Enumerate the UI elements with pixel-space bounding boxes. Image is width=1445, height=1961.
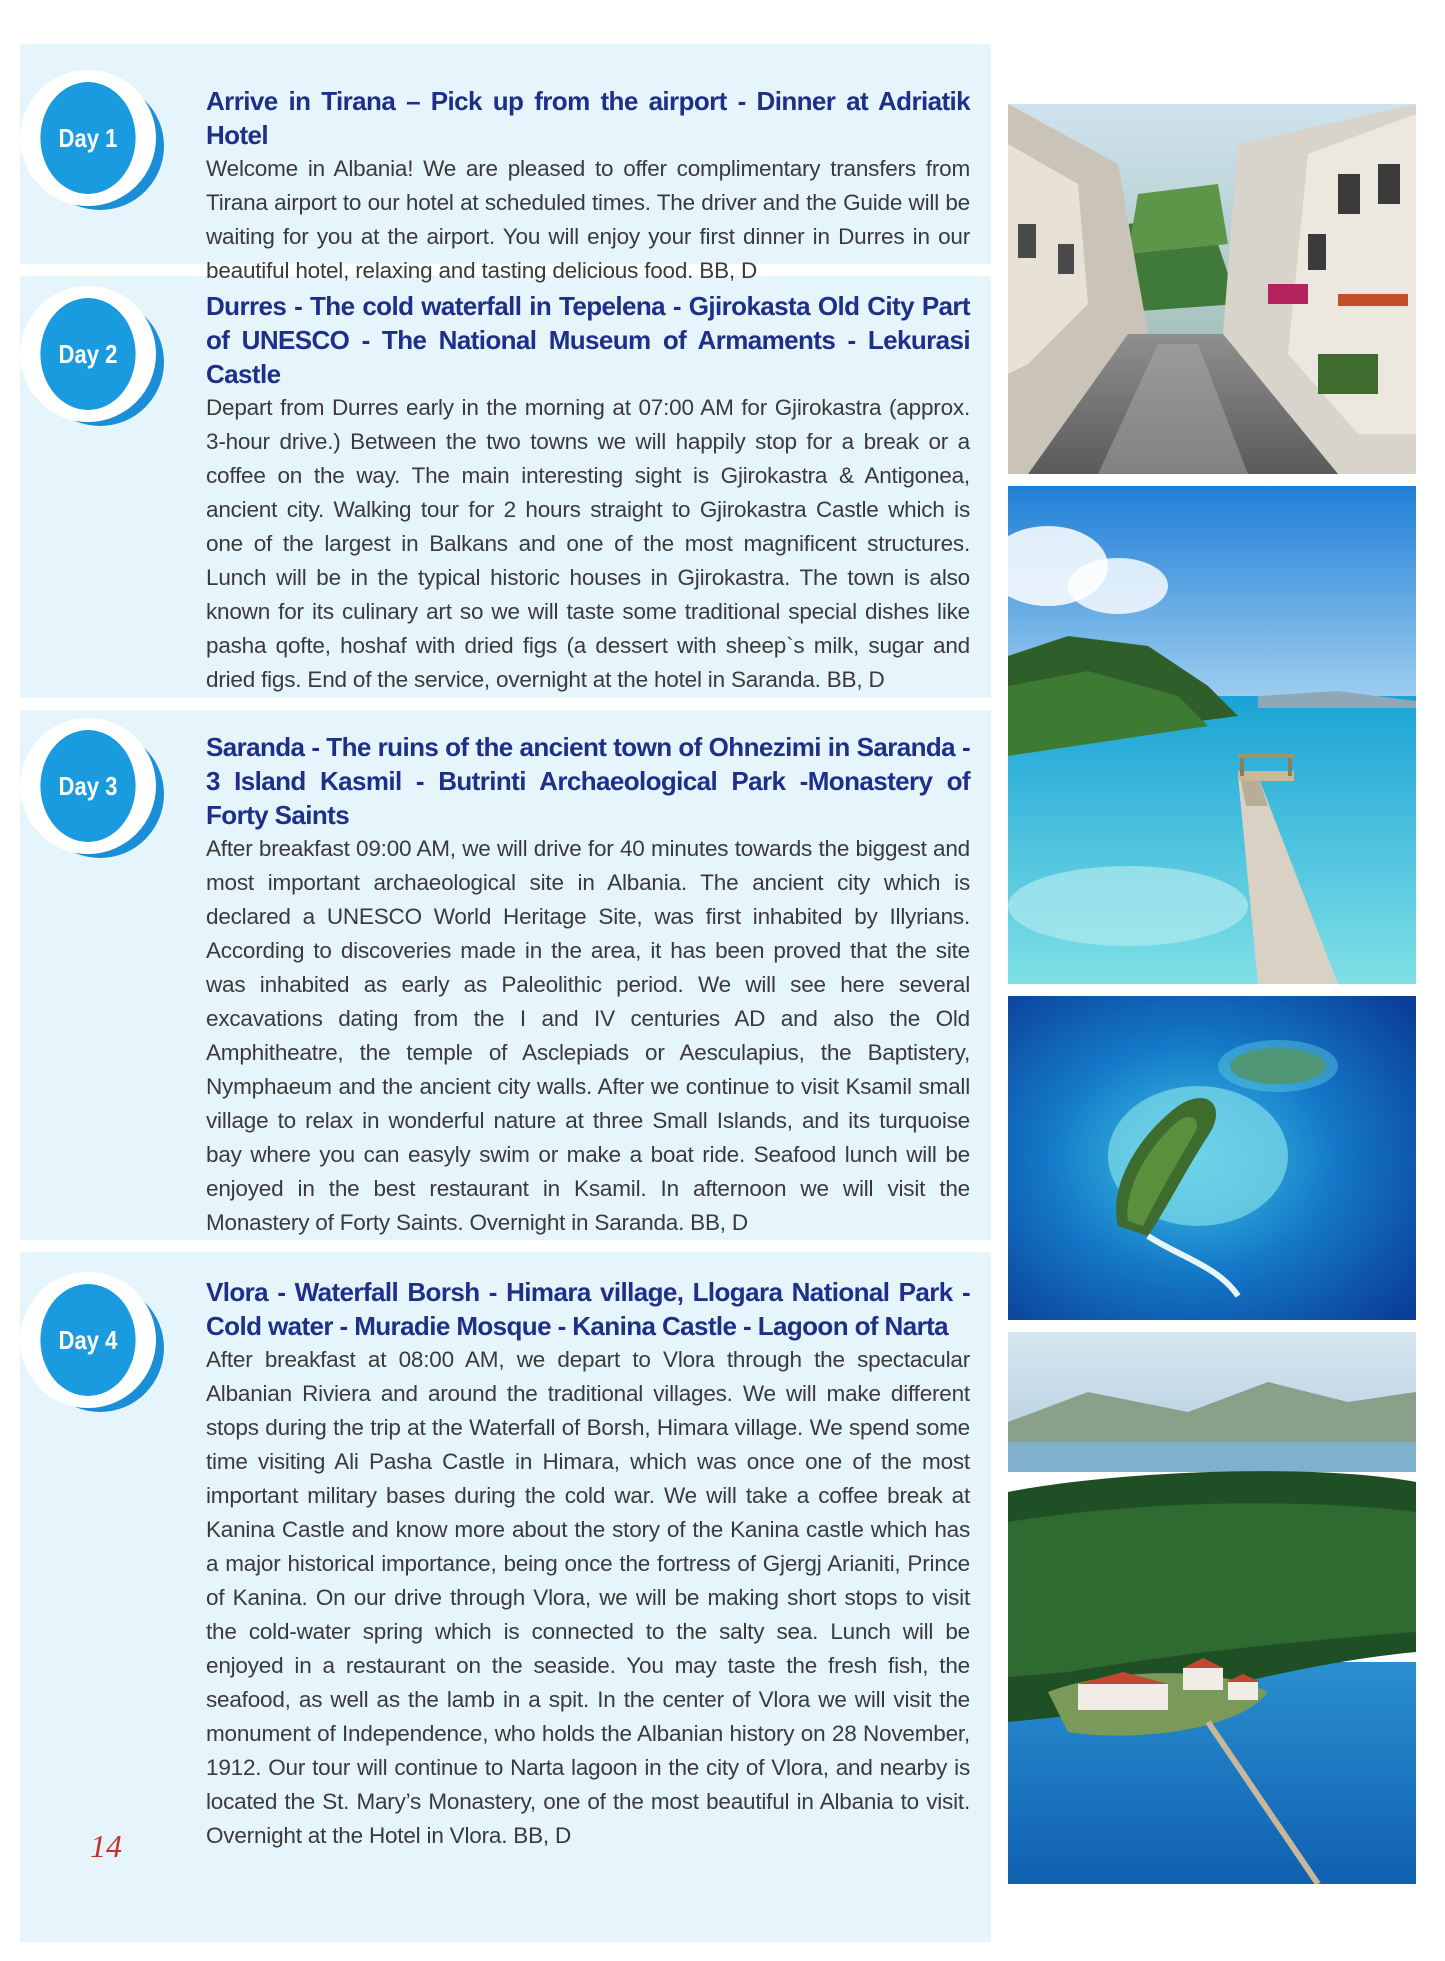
day1-content: [206, 84, 970, 288]
day4-badge-label: Day 4: [40, 1284, 135, 1396]
day1-badge: [20, 70, 170, 220]
day3-body: After breakfast 09:00 AM, we will drive for 40 minutes towards the biggest and most important archaeological site in Albania. The ancient city which is declared a UNESCO World Heritage Site, was first inhabited by Illyrians. According to discoveries made in the area, it has been proved that the site was inhabited as early as Paleolithic period. We will see here several excavations dating from the I and IV centuries AD and also the Old Amphitheatre, the temple of Asclepiads or Aesculapius, the Baptistery, Nymphaeum and the ancient city walls. After we continue to visit Ksamil small village to relax in wonderful nature at three Small Islands, and its turquoise bay where you can easyly swim or make a boat ride. Seafood lunch will be enjoyed in the best restaurant in Ksamil. In afternoon we will visit the Monastery of Forty Saints. Overnight in Saranda. BB, D: [206, 836, 970, 1235]
day2-badge: [20, 286, 170, 436]
day2-badge-label: Day 2: [40, 298, 135, 410]
photo-gjirokastra-street: [1008, 104, 1416, 474]
day3-badge-label: Day 3: [40, 730, 135, 842]
day2-body: Depart from Durres early in the morning at 07:00 AM for Gjirokastra (approx. 3-hour drive.) Between the two towns we will happily stop for a break or a coffee on the way. The main interesting sight is Gjirokastra & Antigonea, ancient city. Walking tour for 2 hours straight to Gjirokastra Castle which is one of the largest in Balkans and one of the most magnificent structures. Lunch will be in the typical historic houses in Gjirokastra. The town is also known for its culinary art so we will taste some traditional special dishes like pasha qofte, hoshaf with dried figs (a dessert with sheep`s milk, sugar and dried figs. End of the service, overnight at the hotel in Saranda. BB, D: [206, 395, 970, 692]
day3-badge: [20, 718, 170, 868]
day3-content: [206, 730, 970, 1240]
day3-title: Saranda - The ruins of the ancient town of Ohnezimi in Saranda - 3 Island Kasmil - Butrinti Archaeological Park -Monastery of Forty Saints: [206, 732, 970, 830]
day1-title: Arrive in Tirana – Pick up from the airport - Dinner at Adriatik Hotel: [206, 86, 970, 150]
page-number: 14: [90, 1828, 122, 1864]
day1-body: Welcome in Albania! We are pleased to offer complimentary transfers from Tirana airport to our hotel at scheduled times. The driver and the Guide will be waiting for you at the airport. You will enjoy your first dinner in Durres in our beautiful hotel, relaxing and tasting delicious food. BB, D: [206, 156, 970, 283]
photo-ksamil-islands: [1008, 996, 1416, 1320]
day1-badge-label: Day 1: [40, 82, 135, 194]
photo-narta-monastery: [1008, 1332, 1416, 1884]
day4-badge: [20, 1272, 170, 1422]
day4-title: Vlora - Waterfall Borsh - Himara village, Llogara National Park - Cold water - Muradie Mosque - Kanina Castle - Lagoon of Narta: [206, 1277, 970, 1341]
day2-content: [206, 289, 970, 697]
photo-ksamil-pier: [1008, 486, 1416, 984]
day4-content: [206, 1275, 970, 1853]
day4-body: After breakfast at 08:00 AM, we depart to Vlora through the spectacular Albanian Riviera and around the traditional villages. We will make different stops during the trip at the Waterfall of Borsh, Himara village. We spend some time visiting Ali Pasha Castle in Himara, which was once one of the most important military bases during the cold war. We will take a coffee break at Kanina Castle and know more about the story of the Kanina castle which has a major historical importance, being once the fortress of Gjergj Arianiti, Prince of Kanina. On our drive through Vlora, we will be making short stops to visit the cold-water spring which is connected to the salty sea. Lunch will be enjoyed in a restaurant on the seaside. You may taste the fresh fish, the seafood, as well as the lamb in a spit. In the center of Vlora we will visit the monument of Independence, who holds the Albanian history on 28 November, 1912. Our tour will continue to Narta lagoon in the city of Vlora, and nearby is located the St. Mary’s Monastery, one of the most beautiful in Albania to visit. Overnight at the Hotel in Vlora. BB, D: [206, 1347, 970, 1848]
day2-title: Durres - The cold waterfall in Tepelena - Gjirokasta Old City Part of UNESCO - The National Museum of Armaments - Lekurasi Castle: [206, 291, 970, 389]
